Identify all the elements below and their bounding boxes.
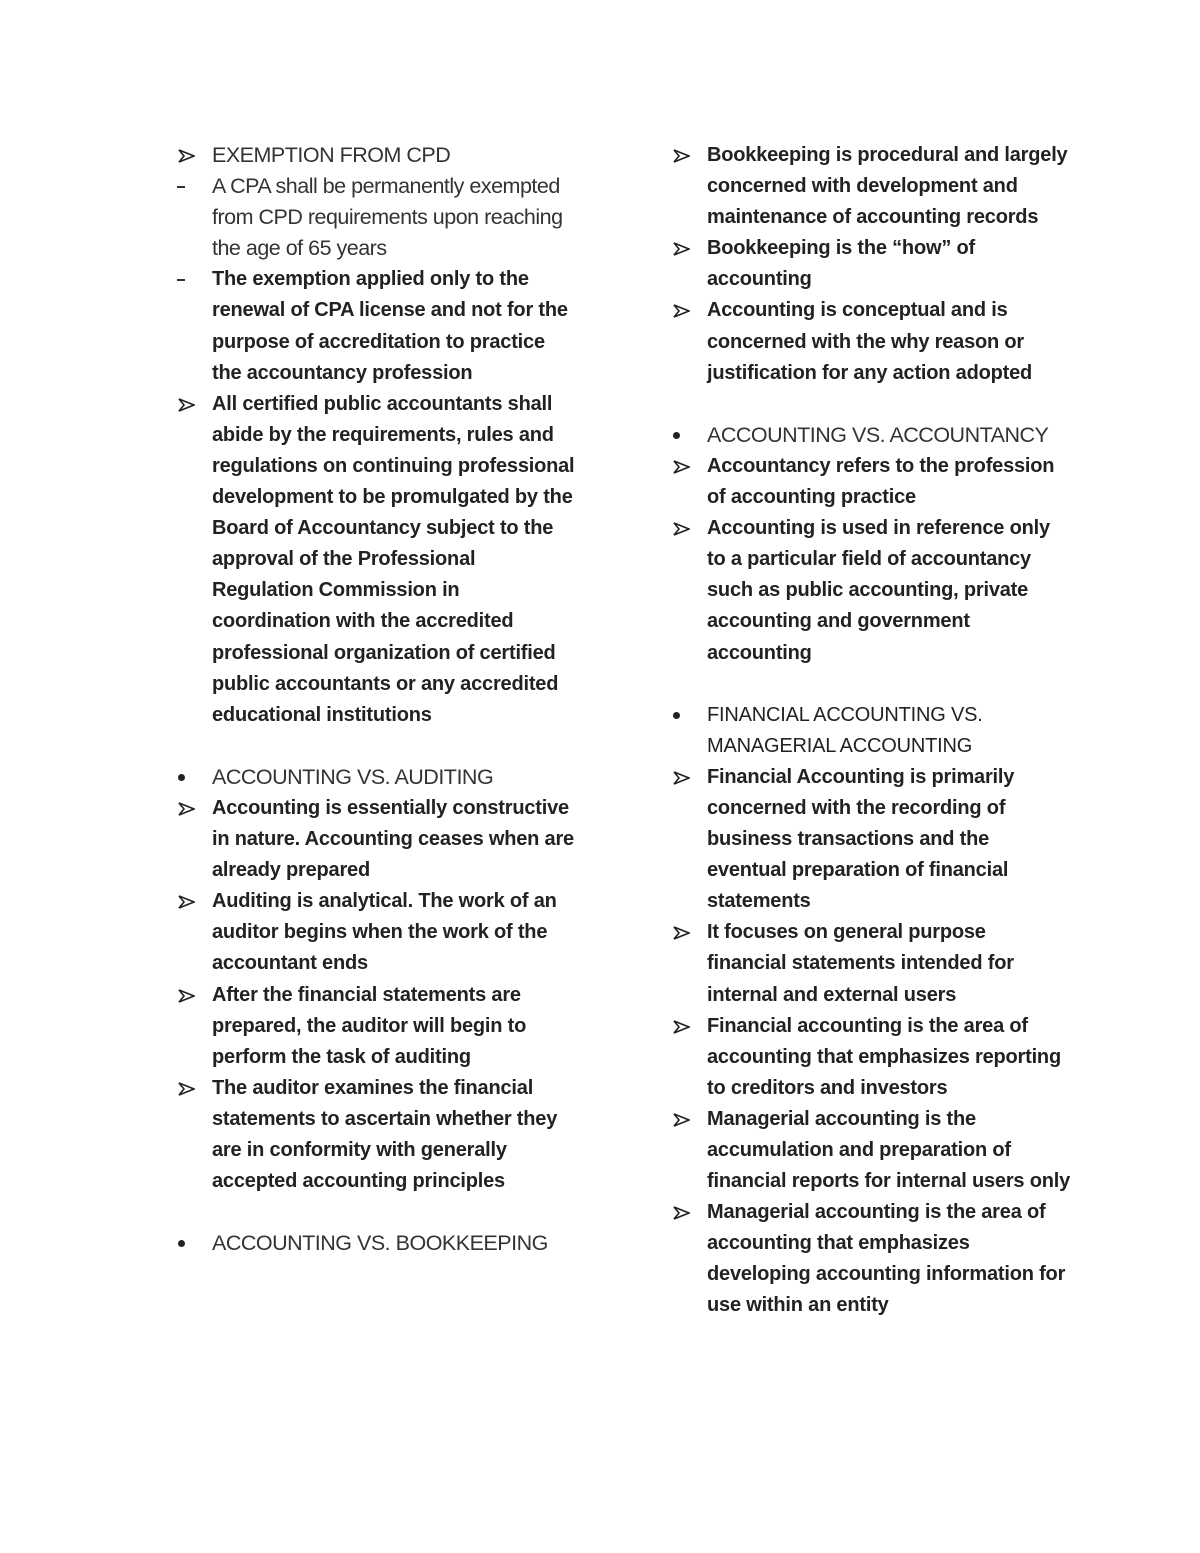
managerial-heading-text: FINANCIAL ACCOUNTING VS. MANAGERIAL ACCOUNTING	[707, 703, 983, 757]
exemption-heading	[175, 140, 575, 171]
auditing-heading-text: ACCOUNTING VS. AUDITING	[212, 764, 494, 789]
list-item	[670, 295, 1070, 388]
dot-bullet-icon	[175, 1228, 205, 1259]
exemption-dash-text: A CPA shall be permanently exempted from CPD requirements upon reaching the age of 65 years	[212, 174, 563, 261]
arrow-bullet-icon	[670, 1197, 700, 1228]
auditing-heading	[175, 762, 575, 793]
dot-bullet-icon	[670, 420, 700, 451]
bookkeeping-heading	[175, 1228, 575, 1259]
list-item	[670, 1197, 1070, 1321]
arrow-bullet-icon	[670, 1104, 700, 1135]
arrow-bullet-icon	[670, 451, 700, 482]
list-item	[670, 917, 1070, 1010]
arrow-bullet-icon	[670, 762, 700, 793]
right-column	[670, 140, 1070, 1322]
list-item-text: Accounting is conceptual and is concerned with the why reason or justification for any action adopted	[707, 299, 1033, 384]
list-item	[670, 233, 1070, 295]
arrow-bullet-icon	[670, 295, 700, 326]
exemption-dash-text: The exemption applied only to the renewal of CPA license and not for the purpose of accreditation to practice the accountancy profession	[212, 268, 568, 384]
dash-bullet-icon	[175, 171, 205, 202]
exemption-heading-text: EXEMPTION FROM CPD	[212, 143, 451, 167]
list-item	[670, 1011, 1070, 1104]
dot-bullet-icon	[670, 700, 700, 731]
accountancy-heading	[670, 420, 1070, 451]
arrow-bullet-icon	[175, 140, 205, 171]
arrow-bullet-icon	[175, 389, 205, 420]
arrow-bullet-icon	[670, 140, 700, 171]
exemption-dash-item	[175, 264, 575, 388]
exemption-dash-item	[175, 171, 575, 264]
list-item-text: Managerial accounting is the accumulation and preparation of financial reports for internal users only	[707, 1107, 1071, 1193]
list-item-text: Accountancy refers to the profession of accounting practice	[707, 454, 1055, 509]
arrow-bullet-icon	[670, 513, 700, 544]
cpd-rule-item	[175, 389, 575, 731]
list-item-text: Bookkeeping is procedural and largely concerned with development and maintenance of accounting records	[707, 144, 1068, 229]
dot-bullet-icon	[175, 762, 205, 793]
arrow-bullet-icon	[670, 917, 700, 948]
list-item	[175, 793, 575, 886]
arrow-bullet-icon	[175, 886, 205, 917]
list-item-text: It focuses on general purpose financial statements intended for internal and external users	[707, 921, 1014, 1006]
list-item-text: The auditor examines the financial statements to ascertain whether they are in conformity with generally accepted accounting principles	[212, 1076, 558, 1193]
list-item-text: After the financial statements are prepared, the auditor will begin to perform the task of auditing	[212, 983, 527, 1068]
left-column	[175, 140, 575, 1259]
list-item-text: Managerial accounting is the area of accounting that emphasizes developing accounting information for use within an entity	[707, 1201, 1066, 1317]
list-item-text: Financial accounting is the area of accounting that emphasizes reporting to creditors and investors	[707, 1014, 1061, 1099]
list-item	[670, 762, 1070, 917]
list-item	[175, 1073, 575, 1197]
list-item-text: Accounting is used in reference only to a particular field of accountancy such as public accounting, private accounting and government accounting	[707, 517, 1050, 664]
list-item-text: Bookkeeping is the “how” of accounting	[707, 237, 975, 291]
list-item	[175, 980, 575, 1073]
list-item	[670, 513, 1070, 668]
managerial-heading	[670, 700, 1070, 762]
arrow-bullet-icon	[670, 233, 700, 264]
list-item	[670, 1104, 1070, 1197]
dash-bullet-icon	[175, 264, 205, 295]
arrow-bullet-icon	[175, 980, 205, 1011]
list-item-text: Auditing is analytical. The work of an auditor begins when the work of the accountant ends	[212, 890, 557, 975]
list-item-text: Financial Accounting is primarily concerned with the recording of business transactions and the eventual preparation of financial statements	[707, 765, 1015, 913]
accountancy-heading-text: ACCOUNTING VS. ACCOUNTANCY	[707, 422, 1049, 447]
list-item-text: Accounting is essentially constructive in nature. Accounting ceases when are already prepared	[212, 796, 574, 882]
list-item	[175, 886, 575, 979]
arrow-bullet-icon	[670, 1011, 700, 1042]
list-item	[670, 140, 1070, 233]
cpd-rule-text: All certified public accountants shall abide by the requirements, rules and regulations on continuing professional development to be promulgated by the Board of Accountancy subject to the approval of the Professional Regulation Commission in coordination with the accredited professional organization of certified public accountants or any accredited educational institutions	[212, 392, 575, 726]
list-item	[670, 451, 1070, 513]
arrow-bullet-icon	[175, 793, 205, 824]
arrow-bullet-icon	[175, 1073, 205, 1104]
bookkeeping-heading-text: ACCOUNTING VS. BOOKKEEPING	[212, 1231, 548, 1256]
